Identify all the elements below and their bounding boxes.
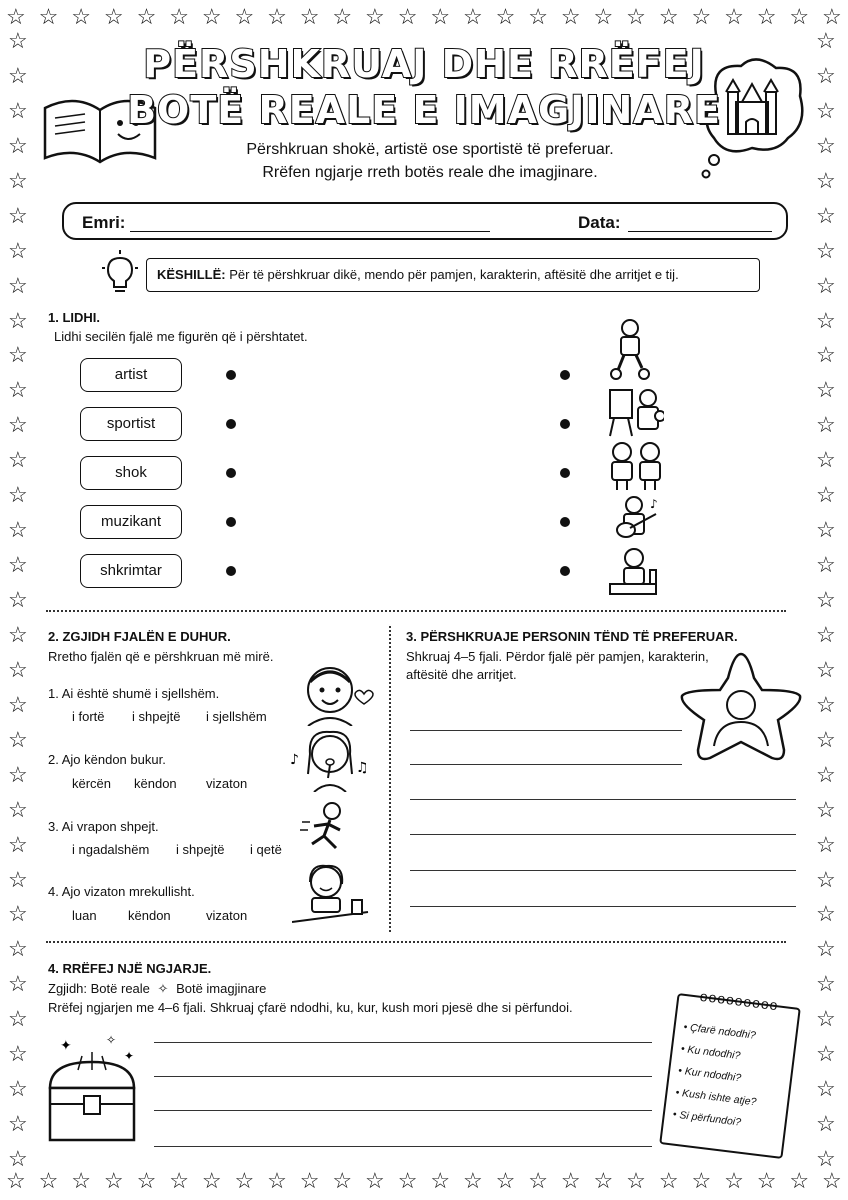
- section-divider: [46, 941, 786, 943]
- option[interactable]: këndon: [128, 908, 171, 923]
- subtitle-line-2: Rrëfen ngjarje rreth botës reale dhe imagjinare.: [262, 164, 598, 181]
- choice-imaginary-world[interactable]: Botë imagjinare: [176, 981, 267, 996]
- name-field[interactable]: [130, 231, 490, 232]
- star-icon: ☆: [528, 1168, 548, 1193]
- star-icon: ☆: [816, 621, 836, 647]
- star-icon: ☆: [103, 1168, 124, 1193]
- star-icon: ☆: [8, 1041, 28, 1067]
- title-line-2: BOTË REALE E IMAGJINARE: [127, 88, 721, 132]
- painter-icon: [606, 384, 664, 440]
- star-icon: ☆: [365, 4, 385, 29]
- star-icon: ☆: [8, 342, 28, 368]
- star-icon: ☆: [816, 97, 836, 123]
- writing-line[interactable]: [410, 764, 682, 765]
- section3-title: 3. PËRSHKRUAJE PERSONIN TËND TË PREFERUAR.: [406, 629, 738, 644]
- section-divider: [46, 610, 786, 612]
- star-icon: ☆: [816, 342, 836, 368]
- star-icon: ☆: [816, 202, 836, 228]
- option[interactable]: këndon: [134, 776, 177, 791]
- star-icon: ☆: [816, 971, 836, 997]
- star-icon: ☆: [38, 4, 59, 29]
- star-icon: ☆: [8, 307, 28, 333]
- match-word-shkrimtar[interactable]: shkrimtar: [80, 554, 182, 588]
- note-item: • Çfarë ndodhi?: [682, 1021, 757, 1042]
- star-icon: ☆: [8, 971, 28, 997]
- option[interactable]: i qetë: [250, 842, 282, 857]
- star-icon: ☆: [816, 28, 836, 53]
- star-icon: ☆: [816, 691, 836, 717]
- star-icon: ☆: [8, 936, 28, 962]
- writing-line[interactable]: [410, 799, 796, 800]
- star-icon: ☆: [38, 1168, 59, 1193]
- star-icon: ☆: [816, 587, 836, 612]
- star-icon: ☆: [756, 1168, 777, 1193]
- writing-line[interactable]: [154, 1076, 652, 1077]
- star-icon: ☆: [816, 1041, 836, 1067]
- star-icon: ☆: [8, 1111, 28, 1137]
- star-icon: ☆: [267, 4, 287, 29]
- star-icon: ☆: [462, 4, 483, 29]
- star-icon: ☆: [724, 4, 744, 29]
- star-icon: ☆: [816, 377, 836, 403]
- star-icon: ☆: [816, 307, 836, 333]
- star-icon: ☆: [71, 1168, 92, 1193]
- border-right: [816, 30, 836, 1170]
- soccer-player-icon: [608, 318, 652, 380]
- drawing-girl-icon: [292, 862, 372, 928]
- star-icon: ☆: [103, 4, 124, 29]
- star-icon: ☆: [8, 587, 28, 612]
- star-icon: ☆: [8, 1006, 28, 1032]
- running-boy-icon: [300, 800, 356, 858]
- star-icon: ☆: [136, 4, 157, 29]
- star-icon: ☆: [267, 1168, 287, 1193]
- star-icon: ☆: [397, 4, 418, 29]
- svg-text:♪: ♪: [650, 497, 658, 511]
- svg-text:✧: ✧: [106, 1033, 117, 1047]
- star-icon: ☆: [816, 482, 836, 508]
- star-icon: ☆: [8, 412, 28, 438]
- star-icon: ☆: [201, 1168, 222, 1193]
- star-icon: ☆: [658, 1168, 679, 1193]
- star-icon: ☆: [816, 237, 836, 263]
- star-icon: ☆: [8, 377, 28, 403]
- section2-instruction: Rretho fjalën që e përshkruan më mirë.: [48, 649, 274, 664]
- star-icon: ☆: [8, 62, 28, 88]
- writing-line[interactable]: [410, 906, 796, 907]
- match-word-sportist[interactable]: sportist: [80, 407, 182, 441]
- star-icon: ☆: [234, 4, 255, 29]
- star-icon: ☆: [8, 1076, 28, 1102]
- star-icon: ☆: [816, 447, 836, 473]
- section1-instruction: Lidhi secilën fjalë me figurën që i përshtatet.: [54, 329, 308, 344]
- section4-choose: [48, 980, 266, 997]
- star-icon: ☆: [8, 866, 28, 892]
- star-icon: ☆: [816, 132, 836, 158]
- left-dot[interactable]: [226, 468, 236, 478]
- star-icon: ☆: [8, 726, 28, 752]
- right-dot[interactable]: [560, 468, 570, 478]
- star-icon: ☆: [462, 1168, 483, 1193]
- guitarist-icon: [606, 494, 662, 544]
- star-icon: ☆: [822, 4, 842, 29]
- star-icon: ☆: [6, 1168, 26, 1193]
- star-icon: ☆: [8, 1146, 28, 1171]
- section3-instruction-2: aftësitë dhe arritjet.: [406, 667, 517, 682]
- star-icon: ☆: [299, 4, 320, 29]
- border-bottom: [0, 1170, 848, 1192]
- writing-line[interactable]: [410, 730, 682, 731]
- star-icon: ☆: [816, 796, 836, 822]
- writer-icon: [604, 544, 660, 598]
- star-icon: ☆: [8, 447, 28, 473]
- star-icon: ☆: [816, 62, 836, 88]
- star-icon: ☆: [816, 272, 836, 298]
- match-word-artist[interactable]: artist: [80, 358, 182, 392]
- star-icon: ☆: [789, 4, 810, 29]
- column-divider: [389, 626, 391, 932]
- star-icon: ☆: [8, 202, 28, 228]
- star-icon: ☆: [8, 272, 28, 298]
- section3-instruction-1: Shkruaj 4–5 fjali. Përdor fjalë për pamjen, karakterin,: [406, 649, 709, 664]
- star-portrait-frame: [676, 650, 806, 768]
- left-dot[interactable]: [226, 370, 236, 380]
- writing-line[interactable]: [154, 1042, 652, 1043]
- right-dot[interactable]: [560, 419, 570, 429]
- section4-instruction: Rrëfej ngjarjen me 4–6 fjali. Shkruaj çfarë ndodhi, ku, kur, kush mori pjesë dhe si përfundoi.: [48, 1000, 573, 1015]
- star-icon: ☆: [816, 1111, 836, 1137]
- friends-icon: [606, 440, 666, 492]
- star-icon: ☆: [816, 412, 836, 438]
- left-dot[interactable]: [226, 517, 236, 527]
- star-icon: ☆: [8, 621, 28, 647]
- star-icon: ☆: [691, 4, 712, 29]
- star-icon: ☆: [430, 1168, 451, 1193]
- writing-line[interactable]: [410, 834, 796, 835]
- option[interactable]: kërcën: [72, 776, 112, 791]
- star-icon: ☆: [8, 132, 28, 158]
- border-top: [0, 6, 848, 28]
- star-icon: ☆: [816, 866, 836, 892]
- star-icon: ☆: [528, 4, 548, 29]
- star-icon: ☆: [816, 656, 836, 682]
- right-dot[interactable]: [560, 370, 570, 380]
- star-icon: ☆: [495, 1168, 516, 1193]
- star-icon: ☆: [8, 901, 28, 927]
- star-icon: ☆: [8, 656, 28, 682]
- treasure-chest-icon: [40, 1030, 144, 1160]
- option[interactable]: luan: [72, 908, 97, 923]
- tip-text: Për të përshkruar dikë, mendo për pamjen, karakterin, aftësitë dhe arritjet e tij.: [225, 267, 679, 282]
- svg-text:✦: ✦: [124, 1049, 135, 1063]
- writing-line[interactable]: [154, 1110, 652, 1111]
- lightbulb-icon: [100, 250, 140, 296]
- question-4: 4. Ajo vizaton mrekullisht.: [48, 884, 195, 899]
- star-icon: ☆: [332, 1168, 353, 1193]
- star-icon: ☆: [626, 1168, 646, 1193]
- star-icon: ☆: [626, 4, 646, 29]
- section4-title: 4. RRËFEJ NJË NGJARJE.: [48, 961, 212, 976]
- note-item: • Kush ishte atje?: [674, 1086, 758, 1109]
- star-icon: ☆: [560, 4, 581, 29]
- star-icon: ☆: [691, 1168, 712, 1193]
- star-icon: ☆: [169, 4, 189, 29]
- option[interactable]: i shpejtë: [176, 842, 225, 857]
- border-left: [8, 30, 28, 1170]
- tip-box: [146, 258, 760, 292]
- star-icon: ☆: [8, 517, 28, 543]
- star-icon: ☆: [8, 97, 28, 123]
- singing-girl-icon: [288, 728, 372, 792]
- right-dot[interactable]: [560, 566, 570, 576]
- option[interactable]: i fortë: [72, 709, 105, 724]
- note-item: • Kur ndodhi?: [677, 1064, 742, 1085]
- option[interactable]: i shpejtë: [132, 709, 181, 724]
- star-icon: ☆: [816, 726, 836, 752]
- section2-title: 2. ZGJIDH FJALËN E DUHUR.: [48, 629, 231, 644]
- name-label: Emri:: [82, 213, 126, 232]
- star-icon: ☆: [332, 4, 353, 29]
- notepad: [659, 987, 801, 1159]
- star-icon: ☆: [816, 761, 836, 787]
- star-icon: ☆: [816, 552, 836, 578]
- svg-text:♪: ♪: [290, 752, 299, 768]
- star-icon: ☆: [8, 761, 28, 787]
- left-dot[interactable]: [226, 419, 236, 429]
- writing-line[interactable]: [154, 1146, 652, 1147]
- star-icon: ☆: [816, 167, 836, 193]
- question-2: 2. Ajo këndon bukur.: [48, 752, 166, 767]
- star-icon: ☆: [658, 4, 679, 29]
- star-icon: ☆: [234, 1168, 255, 1193]
- option[interactable]: vizaton: [206, 776, 248, 791]
- date-label: Data:: [578, 213, 621, 232]
- star-icon: ☆: [816, 936, 836, 962]
- star-icon: ☆: [816, 1146, 836, 1171]
- star-icon: ☆: [822, 1168, 842, 1193]
- star-icon: ☆: [495, 4, 516, 29]
- star-icon: ☆: [816, 1076, 836, 1102]
- svg-text:♫: ♫: [356, 760, 369, 776]
- left-dot[interactable]: [226, 566, 236, 576]
- note-item: • Ku ndodhi?: [680, 1042, 741, 1063]
- option[interactable]: vizaton: [206, 908, 248, 923]
- star-icon: ☆: [8, 796, 28, 822]
- sparkle-icon: ✧: [157, 981, 169, 996]
- section1-title: 1. LIDHI.: [48, 310, 101, 325]
- tip-label: KËSHILLË:: [157, 267, 226, 282]
- note-item: • Si përfundoi?: [672, 1108, 742, 1129]
- star-icon: ☆: [8, 237, 28, 263]
- question-3: 3. Ai vrapon shpejt.: [48, 819, 159, 834]
- star-icon: ☆: [560, 1168, 581, 1193]
- star-icon: ☆: [365, 1168, 385, 1193]
- star-icon: ☆: [789, 1168, 810, 1193]
- star-icon: ☆: [169, 1168, 189, 1193]
- star-icon: ☆: [430, 4, 451, 29]
- star-icon: ☆: [8, 167, 28, 193]
- star-icon: ☆: [816, 831, 836, 857]
- writing-line[interactable]: [410, 870, 796, 871]
- star-icon: ☆: [136, 1168, 157, 1193]
- star-icon: ☆: [756, 4, 777, 29]
- star-icon: ☆: [201, 4, 222, 29]
- choice-real-world[interactable]: Zgjidh: Botë reale: [48, 981, 150, 996]
- star-icon: ☆: [724, 1168, 744, 1193]
- match-word-shok[interactable]: shok: [80, 456, 182, 490]
- title-line-1: PËRSHKRUAJ DHE RRËFEJ: [143, 42, 705, 86]
- option[interactable]: i sjellshëm: [206, 709, 267, 724]
- notepad-rings: ooooooooo: [699, 987, 780, 1014]
- match-word-muzikant[interactable]: muzikant: [80, 505, 182, 539]
- option[interactable]: i ngadalshëm: [72, 842, 150, 857]
- star-icon: ☆: [8, 691, 28, 717]
- date-field[interactable]: [628, 231, 772, 232]
- smiling-boy-icon: [300, 662, 376, 726]
- right-dot[interactable]: [560, 517, 570, 527]
- star-icon: ☆: [8, 482, 28, 508]
- star-icon: ☆: [593, 1168, 614, 1193]
- star-icon: ☆: [8, 28, 28, 53]
- star-icon: ☆: [397, 1168, 418, 1193]
- star-icon: ☆: [816, 1006, 836, 1032]
- star-icon: ☆: [6, 4, 26, 29]
- star-icon: ☆: [8, 831, 28, 857]
- svg-text:✦: ✦: [60, 1038, 72, 1054]
- star-icon: ☆: [816, 517, 836, 543]
- star-icon: ☆: [299, 1168, 320, 1193]
- question-1: 1. Ai është shumë i sjellshëm.: [48, 686, 220, 701]
- star-icon: ☆: [71, 4, 92, 29]
- name-date-box: [62, 202, 788, 240]
- star-icon: ☆: [816, 901, 836, 927]
- star-icon: ☆: [593, 4, 614, 29]
- star-icon: ☆: [8, 552, 28, 578]
- subtitle-line-1: Përshkruan shokë, artistë ose sportistë të preferuar.: [246, 141, 614, 158]
